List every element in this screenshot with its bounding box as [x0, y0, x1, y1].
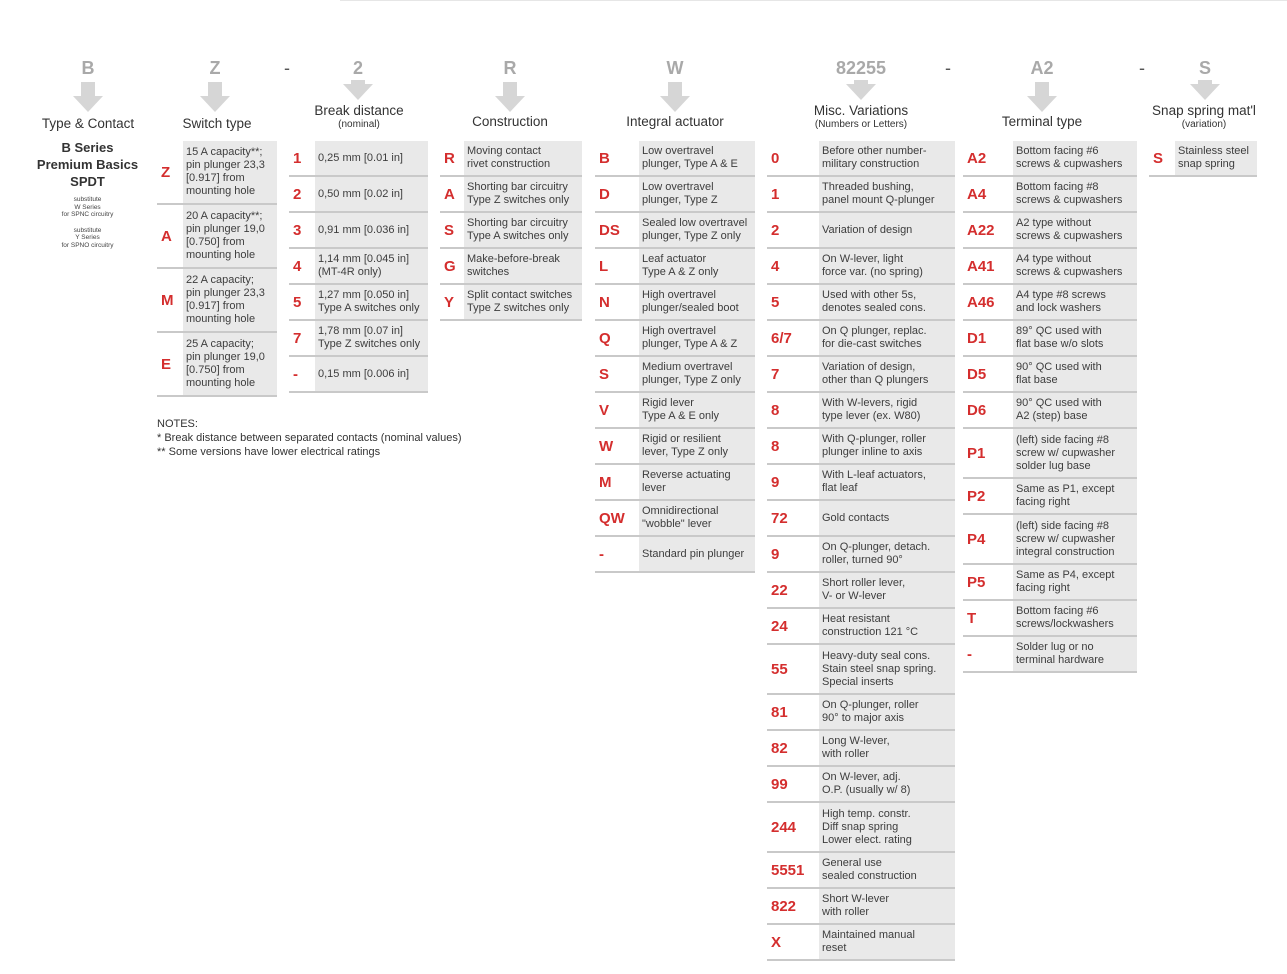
- terminal-type-row: [963, 141, 1137, 177]
- construction-row: [440, 249, 582, 285]
- option-description: 20 A capacity**; pin plunger 19,0 [0.750] from mounting hole: [183, 205, 277, 267]
- misc-variations-row: [767, 767, 955, 803]
- misc-variations-row: [767, 609, 955, 645]
- integral-actuator-row: [595, 285, 755, 321]
- type-line: B Series: [61, 140, 114, 155]
- type-line: Premium Basics: [36, 157, 139, 172]
- notes-block: [157, 417, 462, 459]
- option-description: Threaded bushing, panel mount Q-plunger: [819, 177, 955, 211]
- option-code: P1: [967, 444, 986, 462]
- down-arrow-icon: [1198, 80, 1212, 100]
- option-code: Q: [599, 329, 611, 347]
- construction-row: [440, 177, 582, 213]
- code-terminal-type: A2: [1030, 58, 1054, 78]
- option-code: 5551: [771, 861, 805, 879]
- heading-construction: Construction: [472, 114, 548, 129]
- top-rule: [340, 0, 1287, 1]
- switch-type-row: [157, 205, 277, 269]
- option-code: D1: [967, 329, 987, 347]
- option-code: D5: [967, 365, 987, 383]
- code-switch-type: Z: [209, 58, 221, 78]
- option-description: On Q plunger, replac. for die-cast switches: [819, 321, 955, 355]
- option-description: A2 type without screws & cupwashers: [1013, 213, 1137, 247]
- option-code: P5: [967, 573, 986, 591]
- notes-title: NOTES:: [157, 418, 198, 430]
- option-description: Bottom facing #6 screws & cupwashers: [1013, 141, 1137, 175]
- break-distance-row: [289, 357, 428, 393]
- option-code: R: [444, 149, 455, 167]
- option-description: Heat resistant construction 121 °C: [819, 609, 955, 643]
- option-code: E: [161, 355, 172, 373]
- misc-variations-row: [767, 853, 955, 889]
- option-description: Bottom facing #6 screws/lockwashers: [1013, 601, 1137, 635]
- option-code: A46: [967, 293, 995, 311]
- option-description: Heavy-duty seal cons. Stain steel snap spring. Special inserts: [819, 645, 955, 693]
- option-description: 0,91 mm [0.036 in]: [315, 213, 428, 247]
- option-description: Split contact switches Type Z switches only: [464, 285, 582, 319]
- terminal-type-row: [963, 601, 1137, 637]
- terminal-type-row: [963, 393, 1137, 429]
- option-code: 99: [771, 775, 788, 793]
- integral-actuator-row: [595, 213, 755, 249]
- integral-actuator-row: [595, 393, 755, 429]
- option-code: 6/7: [771, 329, 792, 347]
- option-code: -: [293, 365, 298, 383]
- misc-variations-row: [767, 537, 955, 573]
- terminal-type-row: [963, 515, 1137, 565]
- option-code: S: [1153, 149, 1164, 167]
- construction-row: [440, 141, 582, 177]
- break-distance-row: [289, 249, 428, 285]
- heading-type-contact: Type & Contact: [41, 116, 135, 131]
- switch-type-row: [157, 141, 277, 205]
- heading-misc-variations-label: Misc. Variations: [813, 103, 909, 118]
- misc-variations-row: [767, 889, 955, 925]
- misc-variations-row: [767, 177, 955, 213]
- option-description: With W-levers, rigid type lever (ex. W80): [819, 393, 955, 427]
- misc-variations-row: [767, 731, 955, 767]
- option-description: General use sealed construction: [819, 853, 955, 887]
- construction-row: [440, 285, 582, 321]
- down-arrow-icon: [854, 80, 868, 100]
- option-code: G: [444, 257, 456, 275]
- option-description: High overtravel plunger, Type A & Z: [639, 321, 755, 355]
- option-description: Short W-lever with roller: [819, 889, 955, 923]
- option-code: 2: [771, 221, 780, 239]
- option-code: 2: [293, 185, 302, 203]
- break-distance-row: [289, 141, 428, 177]
- code-separator: -: [945, 58, 951, 78]
- construction-row: [440, 213, 582, 249]
- option-code: 55: [771, 660, 788, 678]
- option-description: (left) side facing #8 screw w/ cupwasher solder lug base: [1013, 429, 1137, 477]
- terminal-type-row: [963, 285, 1137, 321]
- code-separator: -: [284, 58, 290, 78]
- option-code: 24: [771, 617, 788, 635]
- integral-actuator-row: [595, 177, 755, 213]
- option-code: 3: [293, 221, 302, 239]
- misc-variations-row: [767, 321, 955, 357]
- terminal-type-row: [963, 565, 1137, 601]
- integral-actuator-row: [595, 141, 755, 177]
- option-code: 5: [293, 293, 302, 311]
- option-code: D6: [967, 401, 987, 419]
- option-description: On W-lever, adj. O.P. (usually w/ 8): [819, 767, 955, 801]
- option-code: Y: [444, 293, 455, 311]
- misc-variations-row: [767, 429, 955, 465]
- option-code: 5: [771, 293, 780, 311]
- option-code: A22: [967, 221, 995, 239]
- option-description: 1,78 mm [0.07 in] Type Z switches only: [315, 321, 428, 355]
- note-line: for SPNC circuitry: [61, 211, 114, 218]
- option-description: 90° QC used with A2 (step) base: [1013, 393, 1137, 427]
- misc-variations-row: [767, 393, 955, 429]
- option-code: D: [599, 185, 610, 203]
- option-description: Shorting bar circuitry Type A switches only: [464, 213, 582, 247]
- option-code: A4: [967, 185, 987, 203]
- switch-type-column: [157, 141, 277, 397]
- switch-type-row: [157, 269, 277, 333]
- option-description: Maintained manual reset: [819, 925, 955, 959]
- code-break-distance: 2: [352, 58, 364, 78]
- option-description: Sealed low overtravel plunger, Type Z only: [639, 213, 755, 247]
- option-description: On Q-plunger, detach. roller, turned 90°: [819, 537, 955, 571]
- heading-break-distance-label: Break distance: [314, 103, 404, 118]
- option-code: 72: [771, 509, 788, 527]
- misc-variations-row: [767, 695, 955, 731]
- option-code: A: [444, 185, 455, 203]
- option-description: 89° QC used with flat base w/o slots: [1013, 321, 1137, 355]
- terminal-type-row: [963, 213, 1137, 249]
- option-code: 7: [293, 329, 302, 347]
- option-description: Rigid lever Type A & E only: [639, 393, 755, 427]
- option-code: 7: [771, 365, 780, 383]
- option-description: Before other number- military construction: [819, 141, 955, 175]
- option-description: Reverse actuating lever: [639, 465, 755, 499]
- note-line: for SPNO circuitry: [61, 241, 114, 249]
- heading-snap-spring-sub: (variation): [1181, 119, 1227, 130]
- heading-break-distance: [314, 103, 403, 130]
- down-arrow-icon: [208, 82, 222, 114]
- option-code: 1: [771, 185, 780, 203]
- down-arrow-icon: [351, 80, 365, 100]
- option-description: Used with other 5s, denotes sealed cons.: [819, 285, 955, 319]
- misc-variations-row: [767, 501, 955, 537]
- option-description: Shorting bar circuitry Type Z switches only: [464, 177, 582, 211]
- option-code: A41: [967, 257, 995, 275]
- option-code: 8: [771, 437, 780, 455]
- note-line: substitute: [73, 196, 102, 203]
- option-description: Stainless steel snap spring: [1175, 141, 1257, 175]
- misc-variations-row: [767, 465, 955, 501]
- option-description: Short roller lever, V- or W-lever: [819, 573, 955, 607]
- misc-variations-row: [767, 141, 955, 177]
- option-description: On W-lever, light force var. (no spring): [819, 249, 955, 283]
- note-line: Y Series: [75, 234, 100, 241]
- option-description: 0,15 mm [0.006 in]: [315, 357, 428, 391]
- integral-actuator-column: [595, 141, 755, 573]
- misc-variations-row: [767, 573, 955, 609]
- terminal-type-row: [963, 357, 1137, 393]
- option-description: Omnidirectional "wobble" lever: [639, 501, 755, 535]
- terminal-type-row: [963, 637, 1137, 673]
- heading-break-distance-sub: (nominal): [338, 119, 380, 130]
- terminal-type-row: [963, 321, 1137, 357]
- option-description: Leaf actuator Type A & Z only: [639, 249, 755, 283]
- option-code: 81: [771, 703, 788, 721]
- code-type: B: [81, 58, 95, 78]
- misc-variations-column: [767, 141, 955, 961]
- option-description: (left) side facing #8 screw w/ cupwasher integral construction: [1013, 515, 1137, 563]
- option-code: A: [161, 227, 172, 245]
- option-code: S: [444, 221, 455, 239]
- option-description: Make-before-break switches: [464, 249, 582, 283]
- break-distance-row: [289, 285, 428, 321]
- break-distance-column: [289, 141, 428, 393]
- option-description: With L-leaf actuators, flat leaf: [819, 465, 955, 499]
- option-description: With Q-plunger, roller plunger inline to axis: [819, 429, 955, 463]
- misc-variations-row: [767, 285, 955, 321]
- down-arrow-icon: [668, 82, 682, 114]
- note-line: substitute: [73, 226, 102, 234]
- option-code: 4: [293, 257, 302, 275]
- break-distance-row: [289, 213, 428, 249]
- option-description: A4 type #8 screws and lock washers: [1013, 285, 1137, 319]
- option-code: X: [771, 933, 782, 951]
- substitute-note: [20, 227, 155, 250]
- option-code: V: [599, 401, 610, 419]
- terminal-type-row: [963, 429, 1137, 479]
- option-description: High temp. constr. Diff snap spring Lower elect. rating: [819, 803, 955, 851]
- option-description: Variation of design, other than Q plungers: [819, 357, 955, 391]
- option-description: 25 A capacity; pin plunger 19,0 [0.750] from mounting hole: [183, 333, 277, 395]
- snap-spring-row: [1149, 141, 1257, 177]
- heading-snap-spring-label: Snap spring mat'l: [1152, 103, 1256, 118]
- heading-misc-variations-sub: (Numbers or Letters): [814, 119, 908, 130]
- code-snap-spring: S: [1198, 58, 1212, 78]
- option-description: Low overtravel plunger, Type Z: [639, 177, 755, 211]
- note-line: ** Some versions have lower electrical ratings: [157, 446, 381, 458]
- option-code: 0: [771, 149, 780, 167]
- option-description: Low overtravel plunger, Type A & E: [639, 141, 755, 175]
- option-code: Z: [161, 163, 171, 181]
- option-code: 822: [771, 897, 797, 915]
- integral-actuator-row: [595, 321, 755, 357]
- option-description: High overtravel plunger/sealed boot: [639, 285, 755, 319]
- switch-type-row: [157, 333, 277, 397]
- heading-integral-actuator: Integral actuator: [626, 114, 724, 129]
- option-code: 9: [771, 545, 780, 563]
- break-distance-row: [289, 177, 428, 213]
- down-arrow-icon: [503, 82, 517, 114]
- option-code: 82: [771, 739, 788, 757]
- option-code: N: [599, 293, 610, 311]
- integral-actuator-row: [595, 465, 755, 501]
- option-code: M: [161, 291, 174, 309]
- option-description: 1,27 mm [0.050 in] Type A switches only: [315, 285, 428, 319]
- construction-column: [440, 141, 582, 321]
- integral-actuator-row: [595, 357, 755, 393]
- code-construction: R: [503, 58, 517, 78]
- option-description: 0,50 mm [0.02 in]: [315, 177, 428, 211]
- terminal-type-row: [963, 177, 1137, 213]
- note-line: W Series: [74, 203, 101, 211]
- heading-misc-variations: [814, 103, 908, 130]
- option-code: 8: [771, 401, 780, 419]
- option-description: 90° QC used with flat base: [1013, 357, 1137, 391]
- option-description: Standard pin plunger: [639, 537, 755, 571]
- misc-variations-row: [767, 249, 955, 285]
- option-code: 9: [771, 473, 780, 491]
- option-description: Moving contact rivet construction: [464, 141, 582, 175]
- option-code: L: [599, 257, 609, 275]
- option-code: P2: [967, 487, 986, 505]
- down-arrow-icon: [1035, 82, 1049, 114]
- option-description: Same as P4, except facing right: [1013, 565, 1137, 599]
- integral-actuator-row: [595, 429, 755, 465]
- option-description: Solder lug or no terminal hardware: [1013, 637, 1137, 671]
- option-code: QW: [599, 509, 625, 527]
- misc-variations-row: [767, 213, 955, 249]
- down-arrow-icon: [81, 82, 95, 114]
- option-description: 15 A capacity**; pin plunger 23,3 [0.917] from mounting hole: [183, 141, 277, 203]
- option-description: A4 type without screws & cupwashers: [1013, 249, 1137, 283]
- option-description: 22 A capacity; pin plunger 23,3 [0.917] from mounting hole: [183, 269, 277, 331]
- option-code: -: [967, 645, 972, 663]
- integral-actuator-row: [595, 537, 755, 573]
- option-code: 1: [293, 149, 302, 167]
- option-description: 1,14 mm [0.045 in] (MT-4R only): [315, 249, 428, 283]
- option-code: DS: [599, 221, 620, 239]
- option-description: Rigid or resilient lever, Type Z only: [639, 429, 755, 463]
- code-misc-variations: 82255: [835, 58, 887, 78]
- type-line: SPDT: [70, 174, 105, 189]
- snap-spring-column: [1149, 141, 1257, 177]
- terminal-type-row: [963, 249, 1137, 285]
- misc-variations-row: [767, 357, 955, 393]
- option-description: Medium overtravel plunger, Type Z only: [639, 357, 755, 391]
- note-line: * Break distance between separated contacts (nominal values): [157, 432, 462, 444]
- option-code: S: [599, 365, 610, 383]
- option-description: Bottom facing #8 screws & cupwashers: [1013, 177, 1137, 211]
- option-code: B: [599, 149, 610, 167]
- misc-variations-row: [767, 925, 955, 961]
- option-code: 22: [771, 581, 788, 599]
- terminal-type-column: [963, 141, 1137, 673]
- option-description: Long W-lever, with roller: [819, 731, 955, 765]
- option-code: A2: [967, 149, 987, 167]
- option-code: -: [599, 545, 604, 563]
- option-code: 4: [771, 257, 780, 275]
- misc-variations-row: [767, 803, 955, 853]
- integral-actuator-row: [595, 249, 755, 285]
- heading-snap-spring: [1152, 103, 1256, 130]
- terminal-type-row: [963, 479, 1137, 515]
- misc-variations-row: [767, 645, 955, 695]
- substitute-note: [20, 196, 155, 219]
- option-code: P4: [967, 530, 986, 548]
- option-code: 244: [771, 818, 797, 836]
- code-separator: -: [1139, 58, 1145, 78]
- option-description: On Q-plunger, roller 90° to major axis: [819, 695, 955, 729]
- code-integral-actuator: W: [666, 58, 684, 78]
- option-code: T: [967, 609, 977, 627]
- option-code: W: [599, 437, 614, 455]
- option-description: 0,25 mm [0.01 in]: [315, 141, 428, 175]
- option-code: M: [599, 473, 612, 491]
- option-description: Variation of design: [819, 213, 955, 247]
- integral-actuator-row: [595, 501, 755, 537]
- option-description: Gold contacts: [819, 501, 955, 535]
- option-description: Same as P1, except facing right: [1013, 479, 1137, 513]
- heading-terminal-type: Terminal type: [1001, 114, 1083, 129]
- heading-switch-type: Switch type: [182, 116, 252, 131]
- break-distance-row: [289, 321, 428, 357]
- type-contact-block: [20, 139, 155, 249]
